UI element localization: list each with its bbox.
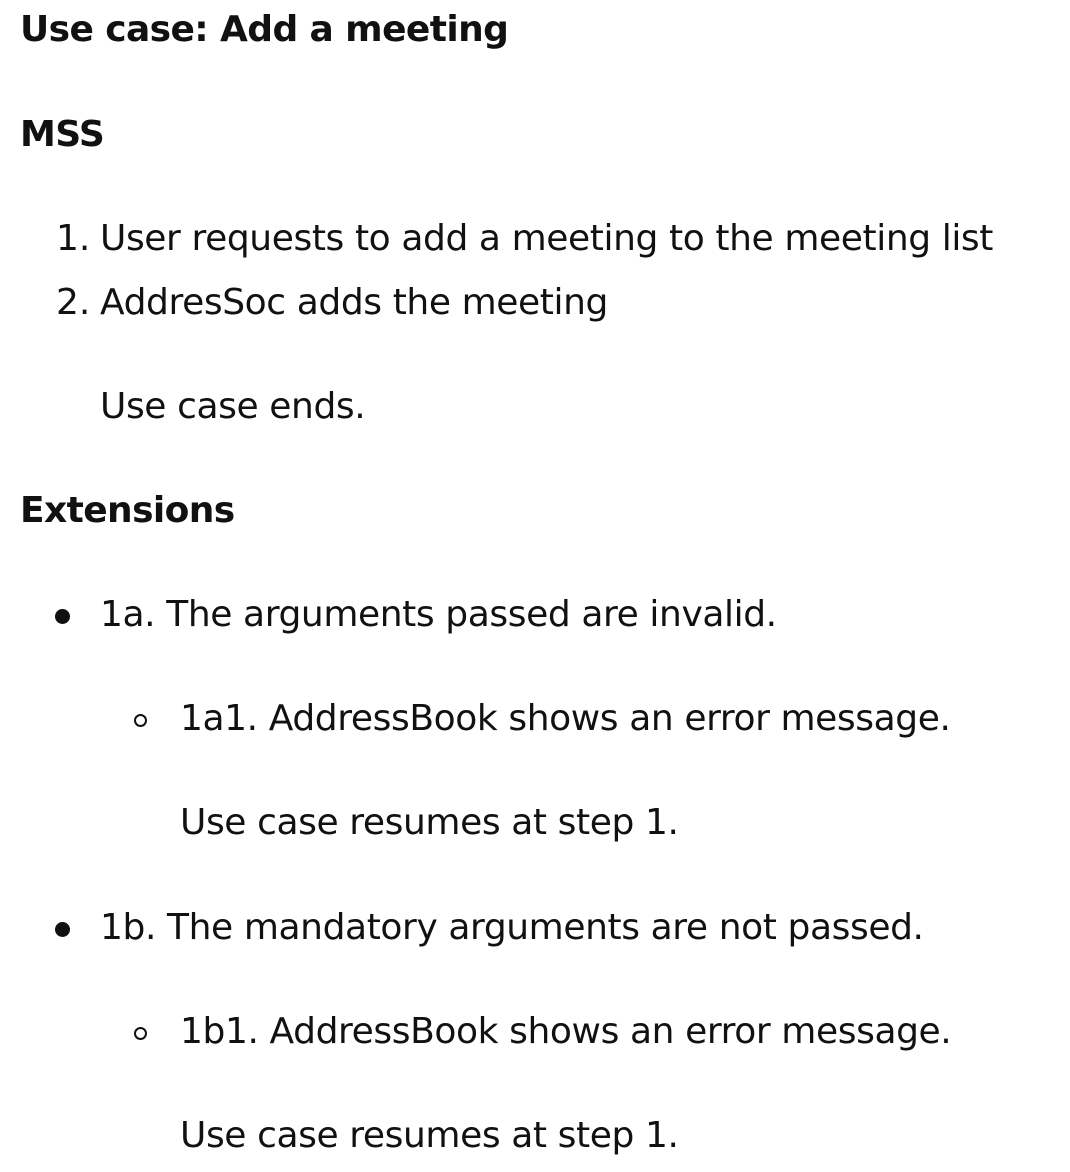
step-text: AddresSoc adds the meeting bbox=[100, 282, 608, 323]
bullet-circle-icon bbox=[134, 1027, 147, 1040]
step-number: 1. bbox=[56, 218, 91, 259]
bullet-disc-icon bbox=[55, 609, 70, 624]
bullet-disc-icon bbox=[55, 922, 70, 937]
page-title: Use case: Add a meeting bbox=[20, 9, 509, 50]
extensions-heading: Extensions bbox=[20, 490, 235, 531]
bullet-circle-icon bbox=[134, 714, 147, 727]
sub-extension-text: 1a1. AddressBook shows an error message. bbox=[180, 698, 951, 739]
extension-text: 1b. The mandatory arguments are not passed. bbox=[100, 907, 924, 948]
mss-heading: MSS bbox=[20, 114, 105, 155]
sub-extension-note: Use case resumes at step 1. bbox=[180, 802, 679, 843]
sub-extension-text: 1b1. AddressBook shows an error message. bbox=[180, 1011, 952, 1052]
mss-end-note: Use case ends. bbox=[100, 386, 366, 427]
step-number: 2. bbox=[56, 282, 91, 323]
step-text: User requests to add a meeting to the meeting list bbox=[100, 218, 994, 259]
extension-text: 1a. The arguments passed are invalid. bbox=[100, 594, 777, 635]
sub-extension-note: Use case resumes at step 1. bbox=[180, 1115, 679, 1156]
